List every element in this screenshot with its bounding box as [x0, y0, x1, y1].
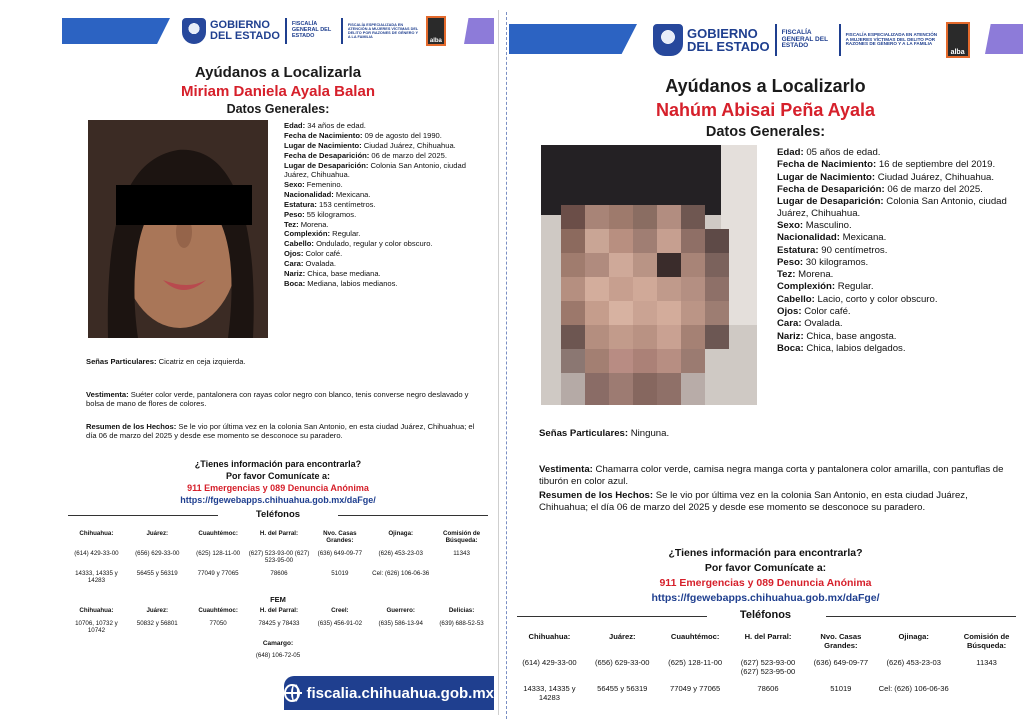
person-photo [88, 120, 268, 338]
phone-header: Chihuahua: [79, 530, 114, 537]
header-logos [653, 22, 970, 58]
phone-header: Nvo. Casas Grandes: [820, 632, 862, 650]
footer-website-banner[interactable] [284, 676, 494, 710]
phone-header: Chihuahua: [528, 632, 571, 641]
comunicate-text: Por favor Comunícate a: [704, 562, 827, 574]
phone-cell: (625) 128-11-00 [668, 658, 723, 667]
phone-header: Nvo. Casas Grandes: [323, 530, 357, 544]
phone-cell: (627) 523-93-00 (627) 523-95-00 [248, 550, 310, 564]
detail-lugar-desaparicion: Lugar de Desaparición: Colonia San Antonio, ciudad Juárez, Chihuahua. [284, 160, 466, 179]
detail-boca: Boca: Mediana, labios medianos. [284, 279, 398, 289]
vestimenta: Vestimenta: Suéter color verde, pantalonera con rayas color negro con blanco, tenis converse negro deslavado y bolsa de mano de flores de colores. [86, 390, 469, 409]
globe-icon [284, 684, 300, 702]
report-url-link[interactable]: https://fgewebapps.chihuahua.gob.mx/daFge/ [651, 592, 880, 604]
resumen-hechos: Resumen de los Hechos: Se le vio por última vez en la colonia San Antonio, en esta ciudad Juárez, Chihuahua; el día 06 de marzo del 2025 y desde ese momento se desconoce su paradero. [539, 490, 968, 513]
detail-fecha-desaparicion: Fecha de Desaparición: 06 de marzo del 2025. [777, 183, 983, 195]
phone-header: Ojinaga: [898, 632, 929, 641]
phone-header: H. del Parral: [744, 632, 792, 641]
phone-cell: (625) 128-11-00 [196, 550, 241, 557]
detail-tez: Tez: Morena. [777, 269, 834, 281]
person-name: Miriam Daniela Ayala Balan [181, 83, 375, 100]
phone-header: H. del Parral: [259, 530, 299, 537]
details-list [777, 147, 1023, 355]
detail-cabello: Cabello: Lacio, corto y color obscuro. [777, 293, 938, 305]
detail-fecha-nacimiento: Fecha de Nacimiento: 16 de septiembre del 2019. [777, 159, 996, 171]
fiscalia-especializada-text: FISCALÍA ESPECIALIZADA EN ATENCIÓN A MUJERES VÍCTIMAS DEL DELITO POR RAZONES DE GÉNERO Y A LA FAMILIA [347, 23, 419, 39]
fem-cell: (639) 688-52-53 [439, 620, 484, 627]
header-logos [182, 16, 446, 46]
detail-complexion: Complexión: Regular. [284, 229, 361, 239]
phone-cell: 11343 [453, 550, 470, 557]
report-url-link[interactable]: https://fgewebapps.chihuahua.gob.mx/daFge/ [180, 495, 376, 505]
fiscalia-text: FISCALÍA GENERAL DEL ESTADO [291, 21, 332, 39]
phone-cell [431, 570, 492, 584]
person-photo [541, 145, 757, 405]
phone-header: Cuauhtémoc: [198, 530, 238, 537]
missing-person-poster-right [506, 12, 1024, 719]
senas-particulares: Señas Particulares: Cicatriz en ceja izquierda. [86, 357, 246, 366]
detail-lugar-nacimiento: Lugar de Nacimiento: Ciudad Juárez, Chihuahua. [777, 171, 995, 183]
fem-cell: 77050 [209, 620, 227, 627]
phone-cell: (656) 629-33-00 [595, 658, 650, 667]
detail-nariz: Nariz: Chica, base angosta. [777, 330, 897, 342]
comunicate-text: Por favor Comunícate a: [225, 471, 331, 481]
phone-header: Juárez: [146, 530, 169, 537]
phone-cell: Cel: (626) 106-06-36 [878, 684, 949, 693]
phone-cell: 56455 y 56319 [597, 684, 648, 693]
datos-generales-title: Datos Generales: [705, 124, 826, 140]
detail-tez: Tez: Morena. [284, 219, 329, 229]
detail-edad: Edad: 34 años de edad. [284, 121, 366, 130]
phone-header: Ojinaga: [388, 530, 414, 537]
del-estado-text: DEL ESTADO [210, 30, 280, 42]
phone-cell: (636) 649-09-77 [317, 550, 363, 557]
telefonos-title: Teléfonos [62, 509, 494, 521]
gobierno-text: GOBIERNO [210, 19, 270, 31]
gobierno-text: GOBIERNO [687, 26, 758, 41]
fem-title: FEM [270, 595, 286, 604]
fem-cell: (635) 586-13-94 [378, 620, 423, 627]
fem-header: H. del Parral: [259, 607, 299, 614]
phone-header: Juárez: [608, 632, 636, 641]
detail-nariz: Nariz: Chica, base mediana. [284, 269, 381, 279]
detail-ojos: Ojos: Color café. [284, 249, 343, 259]
telefonos-title: Teléfonos [507, 609, 1024, 623]
details-list [284, 122, 490, 290]
info-question: ¿Tienes información para encontrarla? [194, 459, 362, 469]
phone-header: Comisión de Búsqueda: [443, 530, 481, 544]
phone-cell: (614) 429-33-00 [74, 550, 119, 557]
detail-peso: Peso: 55 kilogramos. [284, 209, 357, 219]
phone-cell: 77049 y 77065 [197, 570, 239, 577]
alba-logo: alba [426, 16, 446, 46]
phone-cell: (626) 453-23-03 [886, 658, 941, 667]
page-divider [498, 10, 499, 715]
detail-cara: Cara: Ovalada. [777, 318, 843, 330]
fem-cell: (635) 456-91-02 [317, 620, 363, 627]
phone-cell: (626) 453-23-03 [378, 550, 423, 557]
camargo-label: Camargo: [262, 640, 294, 647]
state-shield-icon [182, 18, 206, 44]
fem-cell: 78425 y 78433 [258, 620, 300, 627]
detail-sexo: Sexo: Femenino. [284, 179, 343, 189]
pixelated-photo [541, 145, 757, 405]
phone-header: Comisión de Búsqueda: [963, 632, 1010, 650]
fem-phones-table [66, 607, 492, 634]
emergency-numbers: 911 Emergencias y 089 Denuncia Anónima [659, 577, 872, 589]
emergency-numbers: 911 Emergencias y 089 Denuncia Anónima [187, 483, 369, 493]
fiscalia-especializada-text: FISCALÍA ESPECIALIZADA EN ATENCIÓN A MUJERES VÍCTIMAS DEL DELITO POR RAZONES DE GÉNERO Y A LA FAMILIA [845, 31, 938, 47]
phone-cell: 14333, 14335 y 14283 [75, 570, 118, 584]
fem-header: Chihuahua: [79, 607, 114, 614]
fem-header: Juárez: [146, 607, 169, 614]
poster-headline: Ayúdanos a Localizarla [194, 64, 362, 81]
state-shield-icon [653, 24, 683, 56]
alba-logo: alba [946, 22, 970, 58]
fiscalia-text: FISCALÍA GENERAL DEL ESTADO [781, 28, 828, 50]
phone-header: Cuauhtémoc: [670, 632, 720, 641]
phone-cell: 14333, 14335 y 14283 [523, 684, 576, 702]
fem-header: Delicias: [448, 607, 475, 614]
detail-estatura: Estatura: 90 centímetros. [777, 244, 888, 256]
detail-fecha-nacimiento: Fecha de Nacimiento: 09 de agosto del 1990. [284, 130, 442, 140]
detail-cabello: Cabello: Ondulado, regular y color obscuro. [284, 239, 433, 249]
info-question: ¿Tienes información para encontrarla? [668, 547, 863, 559]
fem-header: Cuauhtémoc: [198, 607, 238, 614]
fem-cell: 10706, 10732 y 10742 [75, 620, 118, 634]
detail-nacionalidad: Nacionalidad: Mexicana. [284, 189, 371, 199]
missing-person-poster-left [62, 12, 494, 712]
resumen-hechos: Resumen de los Hechos: Se le vio por última vez en la colonia San Antonio, en esta ciudad Juárez, Chihuahua; el día 06 de marzo del 2025 y desde ese momento se desconoce su paradero. [86, 422, 475, 441]
phone-cell [950, 684, 1023, 702]
detail-fecha-desaparicion: Fecha de Desaparición: 06 de marzo del 2025. [284, 150, 447, 160]
poster-headline: Ayúdanos a Localizarlo [665, 76, 866, 96]
phone-cell: Cel: (626) 106-06-36 [372, 570, 430, 577]
detail-boca: Boca: Chica, labios delgados. [777, 343, 906, 354]
detail-ojos: Ojos: Color café. [777, 306, 851, 318]
photo-illustration [88, 120, 268, 338]
header-blue-band [509, 24, 637, 54]
phone-cell: (627) 523-93-00 (627) 523-95-00 [740, 658, 796, 676]
person-name: Nahúm Abisai Peña Ayala [655, 100, 876, 120]
fem-header: Guerrero: [386, 607, 415, 614]
detail-peso: Peso: 30 kilogramos. [777, 256, 869, 268]
fem-cell: 50832 y 56801 [136, 620, 178, 627]
phones-table [513, 632, 1023, 702]
phone-cell: 78606 [757, 684, 779, 693]
detail-complexion: Complexión: Regular. [777, 281, 874, 293]
camargo-phone: (648) 106-72-05 [255, 652, 301, 659]
phone-cell: 78606 [270, 570, 288, 577]
detail-lugar-desaparicion: Lugar de Desaparición: Colonia San Antonio, ciudad Juárez, Chihuahua. [777, 196, 1007, 219]
detail-sexo: Sexo: Masculino. [777, 219, 852, 231]
phone-cell: 77049 y 77065 [670, 684, 721, 693]
detail-nacionalidad: Nacionalidad: Mexicana. [777, 232, 887, 244]
header-blue-band [62, 18, 170, 44]
phone-cell: (656) 629-33-00 [135, 550, 180, 557]
footer-website-text: fiscalia.chihuahua.gob.mx [306, 684, 494, 702]
phone-cell: 56455 y 56319 [136, 570, 178, 577]
fem-header: Creel: [331, 607, 349, 614]
datos-generales-title: Datos Generales: [226, 102, 330, 116]
phone-cell: (636) 649-09-77 [813, 658, 869, 667]
senas-particulares: Señas Particulares: Ninguna. [539, 428, 670, 439]
del-estado-text: DEL ESTADO [687, 39, 770, 54]
detail-lugar-nacimiento: Lugar de Nacimiento: Ciudad Juárez, Chihuahua. [284, 140, 456, 150]
phone-cell: 51019 [331, 570, 349, 577]
header-purple-band [985, 24, 1023, 54]
phone-cell: (614) 429-33-00 [522, 658, 577, 667]
detail-cara: Cara: Ovalada. [284, 259, 336, 269]
phone-cell: 11343 [976, 658, 997, 667]
vestimenta: Vestimenta: Chamarra color verde, camisa negra manga corta y pantalonera color amarilla, con pantuflas de tiburón en color azul. [539, 464, 1004, 487]
detail-estatura: Estatura: 153 centímetros. [284, 199, 376, 209]
phone-cell: 51019 [830, 684, 852, 693]
phones-table [66, 530, 492, 584]
header-purple-band [464, 18, 494, 44]
detail-edad: Edad: 05 años de edad. [777, 147, 881, 158]
privacy-blackout-bar [116, 185, 252, 225]
